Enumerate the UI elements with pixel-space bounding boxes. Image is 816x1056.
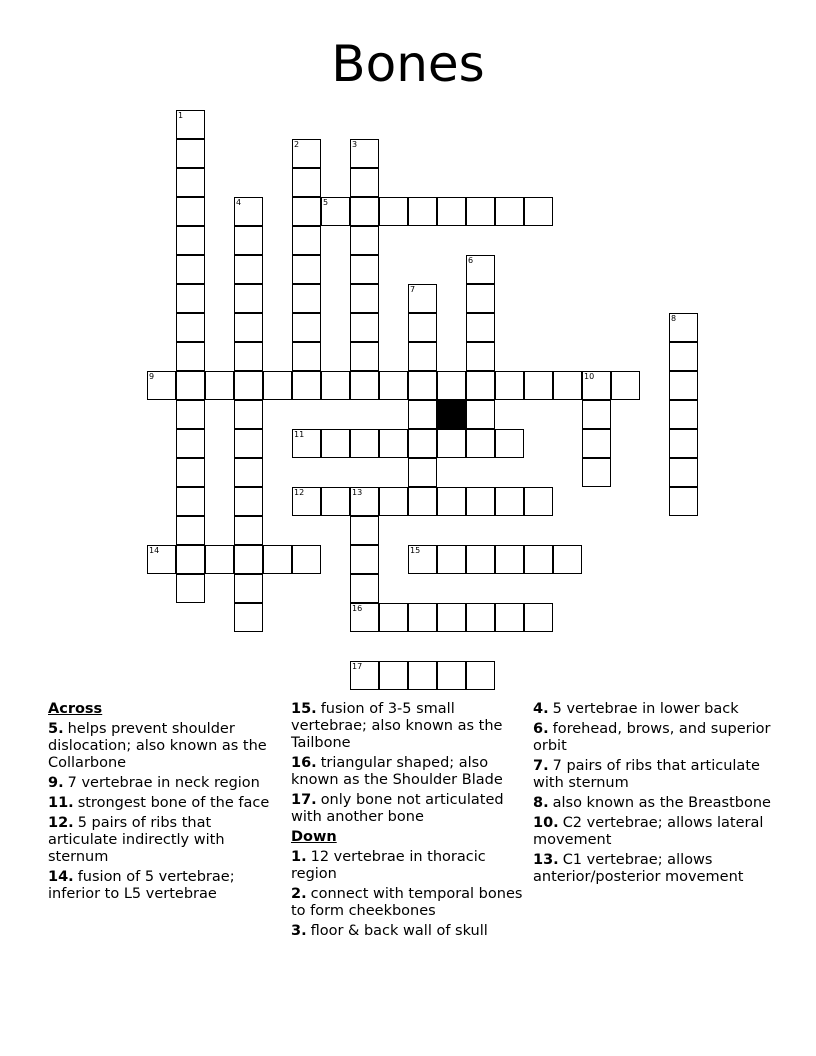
grid-cell[interactable] bbox=[553, 545, 582, 574]
cell-number: 14 bbox=[149, 546, 160, 555]
grid-cell[interactable] bbox=[495, 603, 524, 632]
cell-number: 12 bbox=[294, 488, 305, 497]
cell-number: 5 bbox=[323, 198, 329, 207]
grid-cell[interactable] bbox=[263, 371, 292, 400]
grid-cell[interactable] bbox=[234, 284, 263, 313]
clue-number: 15. bbox=[291, 701, 317, 717]
grid-cell[interactable] bbox=[524, 603, 553, 632]
clue-text: connect with temporal bones to form cheekbones bbox=[291, 886, 523, 919]
grid-cell[interactable] bbox=[176, 139, 205, 168]
grid-cell[interactable] bbox=[176, 110, 205, 139]
grid-cell[interactable] bbox=[147, 371, 176, 400]
grid-cell[interactable] bbox=[669, 429, 698, 458]
grid-cell[interactable] bbox=[321, 371, 350, 400]
grid-cell[interactable] bbox=[176, 197, 205, 226]
cell-number: 6 bbox=[468, 256, 474, 265]
grid-cell[interactable] bbox=[495, 487, 524, 516]
grid-cell[interactable] bbox=[292, 226, 321, 255]
grid-cell[interactable] bbox=[408, 313, 437, 342]
black-cell bbox=[437, 400, 466, 429]
clue-number: 7. bbox=[533, 758, 549, 774]
cell-number: 3 bbox=[352, 140, 358, 149]
grid-cell[interactable] bbox=[176, 168, 205, 197]
grid-cell[interactable] bbox=[379, 661, 408, 690]
grid-cell[interactable] bbox=[234, 458, 263, 487]
grid-cell[interactable] bbox=[437, 603, 466, 632]
clue-text: C1 vertebrae; allows anterior/posterior movement bbox=[533, 852, 744, 885]
grid-cell[interactable] bbox=[176, 458, 205, 487]
grid-cell[interactable] bbox=[234, 574, 263, 603]
grid-cell[interactable] bbox=[292, 284, 321, 313]
clue-across-9 bbox=[48, 775, 282, 792]
grid-cell[interactable] bbox=[669, 487, 698, 516]
clue-down-13 bbox=[533, 852, 773, 886]
grid-cell[interactable] bbox=[524, 487, 553, 516]
grid-cell[interactable] bbox=[524, 197, 553, 226]
grid-cell[interactable] bbox=[292, 139, 321, 168]
grid-cell[interactable] bbox=[350, 139, 379, 168]
grid-cell[interactable] bbox=[292, 487, 321, 516]
grid-cell[interactable] bbox=[350, 313, 379, 342]
grid-cell[interactable] bbox=[553, 371, 582, 400]
grid-cell[interactable] bbox=[321, 197, 350, 226]
clue-number: 14. bbox=[48, 869, 74, 885]
grid-cell[interactable] bbox=[205, 371, 234, 400]
clue-text: helps prevent shoulder dislocation; also known as the Collarbone bbox=[48, 721, 267, 771]
clue-number: 6. bbox=[533, 721, 549, 737]
grid-cell[interactable] bbox=[350, 284, 379, 313]
grid-cell[interactable] bbox=[292, 545, 321, 574]
clue-text: also known as the Breastbone bbox=[552, 795, 771, 811]
grid-cell[interactable] bbox=[408, 400, 437, 429]
grid-cell[interactable] bbox=[350, 487, 379, 516]
grid-cell[interactable] bbox=[495, 545, 524, 574]
grid-cell[interactable] bbox=[176, 371, 205, 400]
grid-cell[interactable] bbox=[379, 429, 408, 458]
grid-cell[interactable] bbox=[408, 342, 437, 371]
clue-text: 7 vertebrae in neck region bbox=[67, 775, 260, 791]
grid-cell[interactable] bbox=[437, 545, 466, 574]
clue-number: 10. bbox=[533, 815, 559, 831]
cell-number: 11 bbox=[294, 430, 305, 439]
grid-cell[interactable] bbox=[350, 197, 379, 226]
grid-cell[interactable] bbox=[176, 545, 205, 574]
cell-number: 15 bbox=[410, 546, 421, 555]
grid-cell[interactable] bbox=[408, 458, 437, 487]
clue-text: forehead, brows, and superior orbit bbox=[533, 721, 771, 754]
clue-number: 17. bbox=[291, 792, 317, 808]
clue-down-3 bbox=[291, 923, 525, 940]
grid-cell[interactable] bbox=[466, 313, 495, 342]
grid-cell[interactable] bbox=[176, 255, 205, 284]
grid-cell[interactable] bbox=[176, 429, 205, 458]
grid-cell[interactable] bbox=[669, 371, 698, 400]
grid-cell[interactable] bbox=[466, 487, 495, 516]
grid-cell[interactable] bbox=[350, 661, 379, 690]
grid-cell[interactable] bbox=[321, 487, 350, 516]
grid-cell[interactable] bbox=[350, 168, 379, 197]
clue-number: 13. bbox=[533, 852, 559, 868]
grid-cell[interactable] bbox=[176, 284, 205, 313]
grid-cell[interactable] bbox=[408, 429, 437, 458]
clue-column-1 bbox=[48, 701, 282, 906]
clue-text: 12 vertebrae in thoracic region bbox=[291, 849, 486, 882]
clue-text: fusion of 5 vertebrae; inferior to L5 vertebrae bbox=[48, 869, 235, 902]
clue-number: 3. bbox=[291, 923, 307, 939]
grid-cell[interactable] bbox=[350, 255, 379, 284]
grid-cell[interactable] bbox=[263, 545, 292, 574]
grid-cell[interactable] bbox=[350, 342, 379, 371]
grid-cell[interactable] bbox=[466, 429, 495, 458]
grid-cell[interactable] bbox=[147, 545, 176, 574]
grid-cell[interactable] bbox=[466, 342, 495, 371]
clue-down-2 bbox=[291, 886, 525, 920]
grid-cell[interactable] bbox=[234, 371, 263, 400]
grid-cell[interactable] bbox=[437, 371, 466, 400]
grid-cell[interactable] bbox=[234, 487, 263, 516]
grid-cell[interactable] bbox=[379, 197, 408, 226]
clue-number: 2. bbox=[291, 886, 307, 902]
clue-across-11 bbox=[48, 795, 282, 812]
grid-cell[interactable] bbox=[292, 197, 321, 226]
clue-column-3 bbox=[533, 701, 773, 889]
clue-across-14 bbox=[48, 869, 282, 903]
grid-cell[interactable] bbox=[495, 371, 524, 400]
clue-down-4 bbox=[533, 701, 773, 718]
grid-cell[interactable] bbox=[350, 574, 379, 603]
grid-cell[interactable] bbox=[437, 429, 466, 458]
clue-down-8 bbox=[533, 795, 773, 812]
grid-cell[interactable] bbox=[379, 603, 408, 632]
grid-cell[interactable] bbox=[234, 545, 263, 574]
clue-number: 8. bbox=[533, 795, 549, 811]
grid-cell[interactable] bbox=[205, 545, 234, 574]
grid-cell[interactable] bbox=[350, 516, 379, 545]
grid-cell[interactable] bbox=[292, 313, 321, 342]
grid-cell[interactable] bbox=[408, 284, 437, 313]
grid-cell[interactable] bbox=[350, 603, 379, 632]
clue-down-7 bbox=[533, 758, 773, 792]
grid-cell[interactable] bbox=[466, 661, 495, 690]
grid-cell[interactable] bbox=[524, 371, 553, 400]
clue-text: C2 vertebrae; allows lateral movement bbox=[533, 815, 764, 848]
grid-cell[interactable] bbox=[321, 429, 350, 458]
grid-cell[interactable] bbox=[495, 429, 524, 458]
grid-cell[interactable] bbox=[582, 400, 611, 429]
clue-number: 1. bbox=[291, 849, 307, 865]
clue-number: 4. bbox=[533, 701, 549, 717]
grid-cell[interactable] bbox=[234, 226, 263, 255]
grid-cell[interactable] bbox=[176, 487, 205, 516]
clue-number: 11. bbox=[48, 795, 74, 811]
grid-cell[interactable] bbox=[669, 342, 698, 371]
grid-cell[interactable] bbox=[582, 371, 611, 400]
clue-text: 5 vertebrae in lower back bbox=[552, 701, 739, 717]
grid-cell[interactable] bbox=[611, 371, 640, 400]
grid-cell[interactable] bbox=[234, 255, 263, 284]
clue-text: floor & back wall of skull bbox=[310, 923, 488, 939]
clue-down-10 bbox=[533, 815, 773, 849]
grid-cell[interactable] bbox=[437, 197, 466, 226]
grid-cell[interactable] bbox=[350, 371, 379, 400]
grid-cell[interactable] bbox=[466, 603, 495, 632]
cell-number: 8 bbox=[671, 314, 677, 323]
grid-cell[interactable] bbox=[176, 400, 205, 429]
clue-across-15 bbox=[291, 701, 525, 752]
grid-cell[interactable] bbox=[466, 255, 495, 284]
grid-cell[interactable] bbox=[437, 487, 466, 516]
grid-cell[interactable] bbox=[379, 487, 408, 516]
grid-cell[interactable] bbox=[466, 197, 495, 226]
clue-text: fusion of 3-5 small vertebrae; also known as the Tailbone bbox=[291, 701, 503, 751]
grid-cell[interactable] bbox=[176, 516, 205, 545]
grid-cell[interactable] bbox=[408, 487, 437, 516]
page-title: Bones bbox=[331, 35, 485, 93]
clue-across-17 bbox=[291, 792, 525, 826]
cell-number: 10 bbox=[584, 372, 595, 381]
grid-cell[interactable] bbox=[234, 429, 263, 458]
clue-down-6 bbox=[533, 721, 773, 755]
grid-cell[interactable] bbox=[379, 371, 408, 400]
clue-down-1 bbox=[291, 849, 525, 883]
cell-number: 16 bbox=[352, 604, 363, 613]
grid-cell[interactable] bbox=[466, 284, 495, 313]
grid-cell[interactable] bbox=[176, 574, 205, 603]
cell-number: 2 bbox=[294, 140, 300, 149]
cell-number: 1 bbox=[178, 111, 184, 120]
grid-cell[interactable] bbox=[234, 516, 263, 545]
grid-cell[interactable] bbox=[408, 603, 437, 632]
grid-cell[interactable] bbox=[234, 342, 263, 371]
clue-across-5 bbox=[48, 721, 282, 772]
clue-number: 16. bbox=[291, 755, 317, 771]
clue-text: 7 pairs of ribs that articulate with sternum bbox=[533, 758, 760, 791]
clue-text: only bone not articulated with another bone bbox=[291, 792, 504, 825]
grid-cell[interactable] bbox=[350, 545, 379, 574]
grid-cell[interactable] bbox=[234, 400, 263, 429]
clue-number: 12. bbox=[48, 815, 74, 831]
cell-number: 13 bbox=[352, 488, 363, 497]
grid-cell[interactable] bbox=[495, 197, 524, 226]
cell-number: 7 bbox=[410, 285, 416, 294]
grid-cell[interactable] bbox=[292, 168, 321, 197]
clue-column-2 bbox=[291, 701, 525, 943]
clue-number: 9. bbox=[48, 775, 64, 791]
grid-cell[interactable] bbox=[466, 400, 495, 429]
grid-cell[interactable] bbox=[408, 661, 437, 690]
clue-text: 5 pairs of ribs that articulate indirectly with sternum bbox=[48, 815, 225, 865]
grid-cell[interactable] bbox=[234, 197, 263, 226]
grid-cell[interactable] bbox=[582, 458, 611, 487]
grid-cell[interactable] bbox=[350, 429, 379, 458]
grid-cell[interactable] bbox=[437, 661, 466, 690]
grid-cell[interactable] bbox=[234, 603, 263, 632]
cell-number: 9 bbox=[149, 372, 155, 381]
clue-text: strongest bone of the face bbox=[77, 795, 270, 811]
grid-cell[interactable] bbox=[408, 197, 437, 226]
grid-cell[interactable] bbox=[582, 429, 611, 458]
grid-cell[interactable] bbox=[466, 545, 495, 574]
grid-cell[interactable] bbox=[466, 371, 495, 400]
clue-across-16 bbox=[291, 755, 525, 789]
grid-cell[interactable] bbox=[292, 255, 321, 284]
clue-across-12 bbox=[48, 815, 282, 866]
grid-cell[interactable] bbox=[408, 371, 437, 400]
cell-number: 17 bbox=[352, 662, 363, 671]
grid-cell[interactable] bbox=[669, 458, 698, 487]
clue-text: triangular shaped; also known as the Shoulder Blade bbox=[291, 755, 503, 788]
grid-cell[interactable] bbox=[176, 226, 205, 255]
clue-number: 5. bbox=[48, 721, 64, 737]
cell-number: 4 bbox=[236, 198, 242, 207]
grid-cell[interactable] bbox=[234, 313, 263, 342]
grid-cell[interactable] bbox=[292, 429, 321, 458]
grid-cell[interactable] bbox=[176, 313, 205, 342]
down-heading: Down bbox=[291, 829, 337, 845]
grid-cell[interactable] bbox=[292, 342, 321, 371]
grid-cell[interactable] bbox=[292, 371, 321, 400]
grid-cell[interactable] bbox=[176, 342, 205, 371]
grid-cell[interactable] bbox=[524, 545, 553, 574]
grid-cell[interactable] bbox=[669, 400, 698, 429]
grid-cell[interactable] bbox=[408, 545, 437, 574]
across-heading: Across bbox=[48, 701, 103, 717]
grid-cell[interactable] bbox=[350, 226, 379, 255]
grid-cell[interactable] bbox=[669, 313, 698, 342]
